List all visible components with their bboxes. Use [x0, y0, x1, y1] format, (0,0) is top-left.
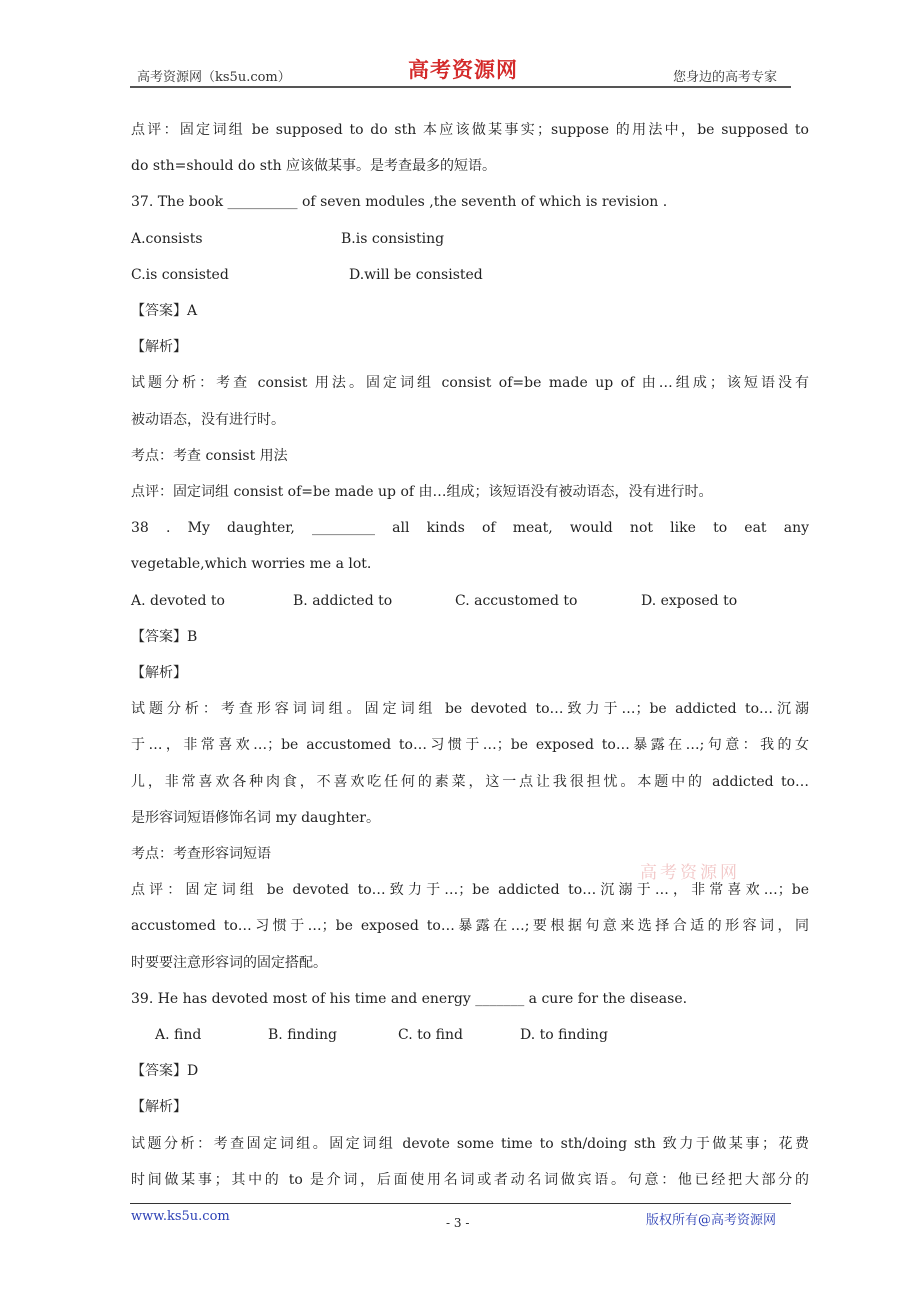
answer-option: B.is consisting [341, 230, 445, 247]
text-line: 点评：固定词组 be devoted to…致力于…；be addicted to…沉溺于…，非常喜欢…；be [131, 882, 809, 899]
text-line: 【答案】A [131, 303, 198, 319]
answer-options [131, 591, 809, 611]
answer-option: D. exposed to [641, 592, 738, 609]
text-line: 于…，非常喜欢…；be accustomed to…习惯于…；be exposed to…暴露在…;句意：我的女 [131, 737, 809, 754]
text-line: 【答案】D [131, 1063, 199, 1080]
text-line: 试题分析：考查形容词词组。固定词组 be devoted to…致力于…；be addicted to…沉溺 [131, 701, 809, 718]
header-slogan: 您身边的高考专家 [673, 70, 778, 85]
page-number: - 3 - [446, 1216, 470, 1230]
text-line: 试题分析：考查 consist 用法。固定词组 consist of=be made up of 由…组成；该短语没有 [131, 375, 809, 392]
answer-option: A. find [155, 1027, 202, 1043]
answer-option: A.consists [131, 230, 203, 247]
footer-copyright: 版权所有@高考资源网 [646, 1213, 777, 1228]
footer-link[interactable]: www.ks5u.com [131, 1209, 230, 1224]
text-line: 【解析】 [131, 665, 187, 681]
text-line: 考点：考查形容词短语 [131, 846, 271, 862]
watermark: 高考资源网 [640, 863, 740, 883]
text-line: 37. The book __________ of seven modules ,the seventh of which is revision . [131, 194, 668, 211]
text-line: 【答案】B [131, 628, 198, 645]
header-site-name: 高考资源网（ks5u.com） [137, 70, 291, 85]
text-line: 时间做某事；其中的 to 是介词，后面使用名词或者动名词做宾语。句意：他已经把大部分的 [131, 1171, 809, 1188]
site-logo: 高考资源网 [408, 57, 518, 82]
answer-option: D. to finding [520, 1027, 608, 1043]
answer-option: A. devoted to [131, 592, 225, 609]
text-line: 是形容词短语修饰名词 my daughter。 [131, 809, 380, 826]
answer-option: C. accustomed to [455, 592, 578, 609]
text-line: 被动语态，没有进行时。 [131, 411, 285, 428]
answer-options [131, 265, 809, 285]
text-line: accustomed to…习惯于…；be exposed to…暴露在…;要根据句意来选择合适的形容词，同 [131, 918, 809, 935]
text-line: 【解析】 [131, 339, 187, 356]
text-line: 儿，非常喜欢各种肉食，不喜欢吃任何的素菜，这一点让我很担忧。本题中的 addicted to… [131, 773, 809, 790]
text-line: 点评：固定词组 consist of=be made up of 由…组成；该短语没有被动语态，没有进行时。 [131, 484, 713, 500]
answer-option: D.will be consisted [349, 266, 483, 283]
text-line: vegetable,which worries me a lot. [131, 556, 372, 573]
text-line: 试题分析：考查固定词组。固定词组 devote some time to sth/doing sth 致力于做某事；花费 [131, 1135, 809, 1152]
text-line: 点评：固定词组 be supposed to do sth 本应该做某事实；suppose 的用法中，be supposed to [131, 122, 809, 138]
answer-option: B. addicted to [293, 592, 393, 609]
answer-option: C. to find [398, 1027, 463, 1043]
footer-divider [130, 1203, 791, 1204]
text-line: do sth=should do sth 应该做某事。是考查最多的短语。 [131, 158, 497, 175]
answer-options [131, 229, 809, 249]
answer-option: B. finding [268, 1027, 337, 1043]
header-divider [130, 86, 791, 88]
answer-options [131, 1025, 809, 1045]
text-line: 时要要注意形容词的固定搭配。 [131, 954, 327, 971]
text-line: 39. He has devoted most of his time and energy _______ a cure for the disease. [131, 990, 688, 1007]
answer-option: C.is consisted [131, 266, 229, 283]
text-line: 【解析】 [131, 1099, 187, 1116]
text-line: 考点：考查 consist 用法 [131, 447, 288, 464]
text-line: 38 . My daughter, _________ all kinds of meat, would not like to eat any [131, 520, 809, 537]
